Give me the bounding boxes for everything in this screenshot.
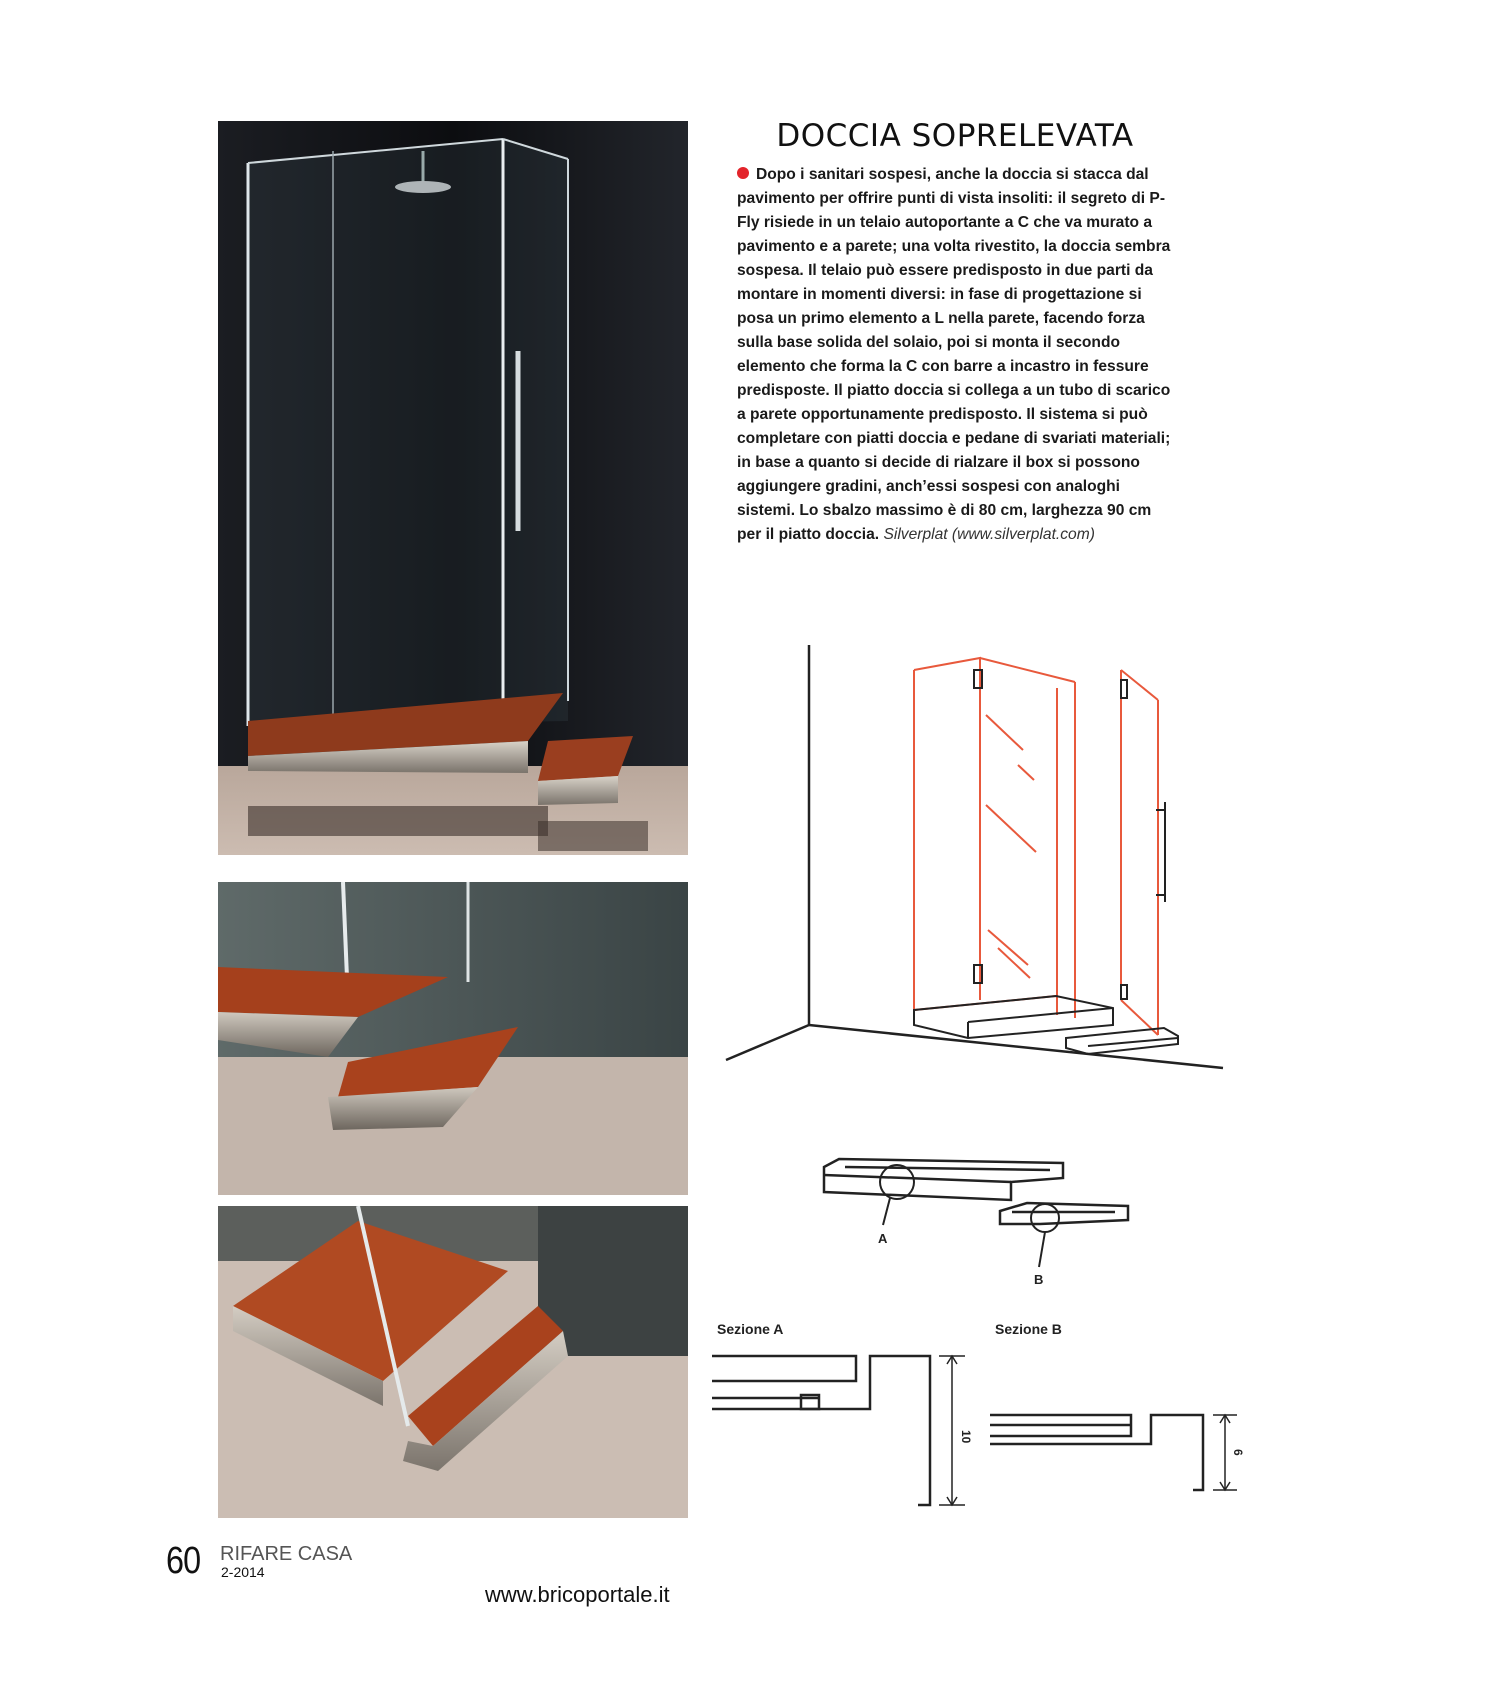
article-credit: Silverplat (www.silverplat.com) <box>883 526 1095 543</box>
section-details-drawing <box>705 1140 1265 1520</box>
section-a-title: Sezione A <box>717 1321 784 1337</box>
article-body <box>737 163 1177 547</box>
section-a-height-label: 10 <box>959 1430 973 1444</box>
shower-photo-main <box>218 121 688 855</box>
article-text: Dopo i sanitari sospesi, anche la doccia si stacca dal pavimento per offrire punti di vista insoliti: il segreto di P-Fly risiede in un telaio autoportante a C che va murato a pavimento e a parete; una volta rivestito, la doccia sembra sospesa. Il telaio può essere predisposto in due parti da montare in momenti diversi: in fase di progettazione si posa un primo elemento a L nella parete, facendo forza sulla base solida del solaio, poi si monta il secondo elemento che forma la C con barre a incastro in fessure predisposte. Il piatto doccia si collega a un tubo di scarico a parete opportunamente predisposto. Il sistema si può completare con piatti doccia e pedane di svariati materiali; in base a quanto si decide di rialzare il box si possono aggiungere gradini, anch’essi sospesi con analoghi sistemi. Lo sbalzo massimo è di 80 cm, larghezza 90 cm per il piatto doccia. <box>737 166 1171 543</box>
shower-photo-step-detail <box>218 882 688 1195</box>
article-title: DOCCIA SOPRELEVATA <box>776 118 1134 154</box>
detail-label-b: B <box>1034 1272 1044 1287</box>
shower-assembly-drawing <box>718 640 1230 1080</box>
magazine-name: RIFARE CASA <box>220 1543 353 1565</box>
page-number: 60 <box>166 1540 201 1582</box>
section-b-title: Sezione B <box>995 1321 1062 1337</box>
issue-date: 2-2014 <box>221 1564 265 1580</box>
detail-label-a: A <box>878 1231 888 1246</box>
bullet-dot <box>737 167 749 179</box>
shower-photo-top-view <box>218 1206 688 1518</box>
section-b-height-label: 6 <box>1231 1449 1245 1456</box>
footer-url[interactable]: www.bricoportale.it <box>485 1582 670 1607</box>
